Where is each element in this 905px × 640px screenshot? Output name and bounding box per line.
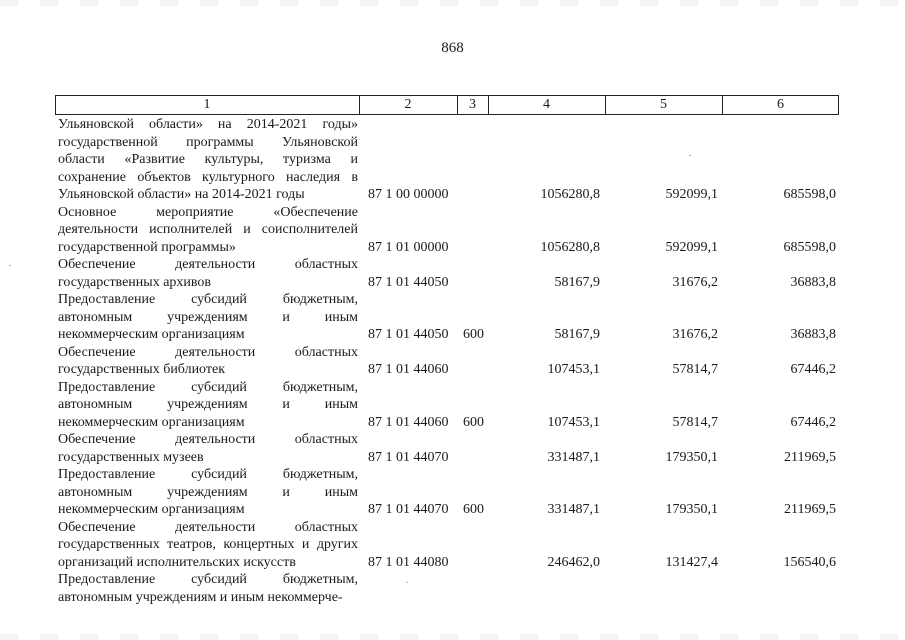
table-row	[0, 344, 905, 379]
row-value-4: 246462,0	[547, 554, 600, 570]
row-name: Обеспечение деятельности областных государственных театров, концертных и других организаций исполнительских искусств	[58, 519, 358, 570]
table-row	[0, 431, 905, 466]
row-name: Обеспечение деятельности областных государственных библиотек	[58, 344, 358, 377]
row-value-6: 36883,8	[790, 274, 836, 290]
row-name: Предоставление субсидий бюджетным, автономным учреждениям и иным некоммерческим организациям	[58, 379, 358, 430]
row-value-5: 592099,1	[665, 239, 718, 255]
row-value-6: 67446,2	[790, 414, 836, 430]
row-value-4: 58167,9	[554, 274, 600, 290]
row-value-4: 107453,1	[547, 362, 600, 377]
table-row	[0, 466, 905, 519]
row-value-6: 685598,0	[783, 239, 836, 255]
column-header-6: 6	[777, 97, 784, 112]
column-header-5: 5	[660, 97, 667, 112]
row-value-5: 57814,7	[672, 362, 718, 377]
row-value-6: 156540,6	[783, 554, 836, 570]
row-value-6: 211969,5	[784, 502, 836, 517]
row-code: 87 1 01 44060	[368, 362, 449, 377]
row-value-6: 211969,5	[784, 449, 836, 465]
scan-speck: ·	[688, 148, 692, 162]
row-code: 87 1 01 44080	[368, 554, 449, 570]
row-expense-type: 600	[463, 327, 484, 342]
row-name: Ульяновской области» на 2014-2021 годы» государственной программы Ульяновской области «Развитие культуры, туризма и сохранение объектов культурного наследия в Ульяновской области» на 2014-2021 годы	[58, 117, 358, 202]
row-code: 87 1 01 44070	[368, 449, 449, 465]
row-value-4: 331487,1	[547, 449, 600, 465]
column-header-2: 2	[404, 97, 412, 112]
row-expense-type: 600	[463, 414, 484, 430]
row-value-4: 107453,1	[547, 414, 600, 430]
row-value-5: 31676,2	[672, 274, 718, 290]
table-row	[0, 571, 905, 606]
row-value-6: 67446,2	[790, 362, 836, 377]
table-row	[0, 204, 905, 257]
row-name: Обеспечение деятельности областных государственных архивов	[58, 257, 358, 290]
row-value-6: 685598,0	[783, 187, 836, 202]
scan-speck: ·	[8, 258, 12, 272]
row-value-4: 331487,1	[547, 502, 600, 517]
row-code: 87 1 01 00000	[368, 239, 449, 255]
scan-edge-top	[0, 0, 905, 6]
table-body	[0, 116, 905, 605]
table-row	[0, 291, 905, 344]
row-code: 87 1 01 44070	[368, 502, 449, 517]
row-value-4: 58167,9	[554, 327, 600, 342]
row-value-5: 131427,4	[665, 554, 718, 570]
row-expense-type: 600	[463, 502, 484, 517]
row-name: Предоставление субсидий бюджетным, автономным учреждениям и иным некоммерческим организациям	[58, 292, 358, 342]
row-code: 87 1 01 44060	[368, 414, 449, 430]
row-name: Основное мероприятие «Обеспечение деятельности исполнителей и соисполнителей государственной программы»	[58, 204, 358, 255]
row-code: 87 1 01 44050	[368, 274, 449, 290]
row-value-4: 1056280,8	[540, 239, 600, 255]
row-value-5: 57814,7	[672, 414, 718, 430]
row-value-5: 179350,1	[665, 502, 718, 517]
row-value-4: 1056280,8	[540, 187, 600, 202]
scan-speck: ·	[405, 575, 409, 589]
table-row	[0, 519, 905, 572]
row-value-5: 179350,1	[665, 449, 718, 465]
scan-edge-bottom	[0, 634, 905, 640]
row-name: Предоставление субсидий бюджетным, автономным учреждениям и иным некоммерческим организациям	[58, 467, 358, 517]
column-header-1: 1	[203, 97, 211, 112]
table-row	[0, 379, 905, 432]
row-value-5: 592099,1	[665, 187, 718, 202]
table-row	[0, 116, 905, 204]
row-value-5: 31676,2	[672, 327, 718, 342]
row-code: 87 1 01 44050	[368, 327, 449, 342]
column-header-4: 4	[543, 97, 550, 112]
table-row	[0, 256, 905, 291]
row-code: 87 1 00 00000	[368, 187, 449, 202]
row-value-6: 36883,8	[790, 327, 836, 342]
row-name: Обеспечение деятельности областных государственных музеев	[58, 432, 358, 465]
row-name: Предоставление субсидий бюджетным, автономным учреждениям и иным некоммерче-	[58, 572, 358, 605]
column-header-3: 3	[469, 97, 476, 112]
page-number: 868	[441, 40, 464, 56]
